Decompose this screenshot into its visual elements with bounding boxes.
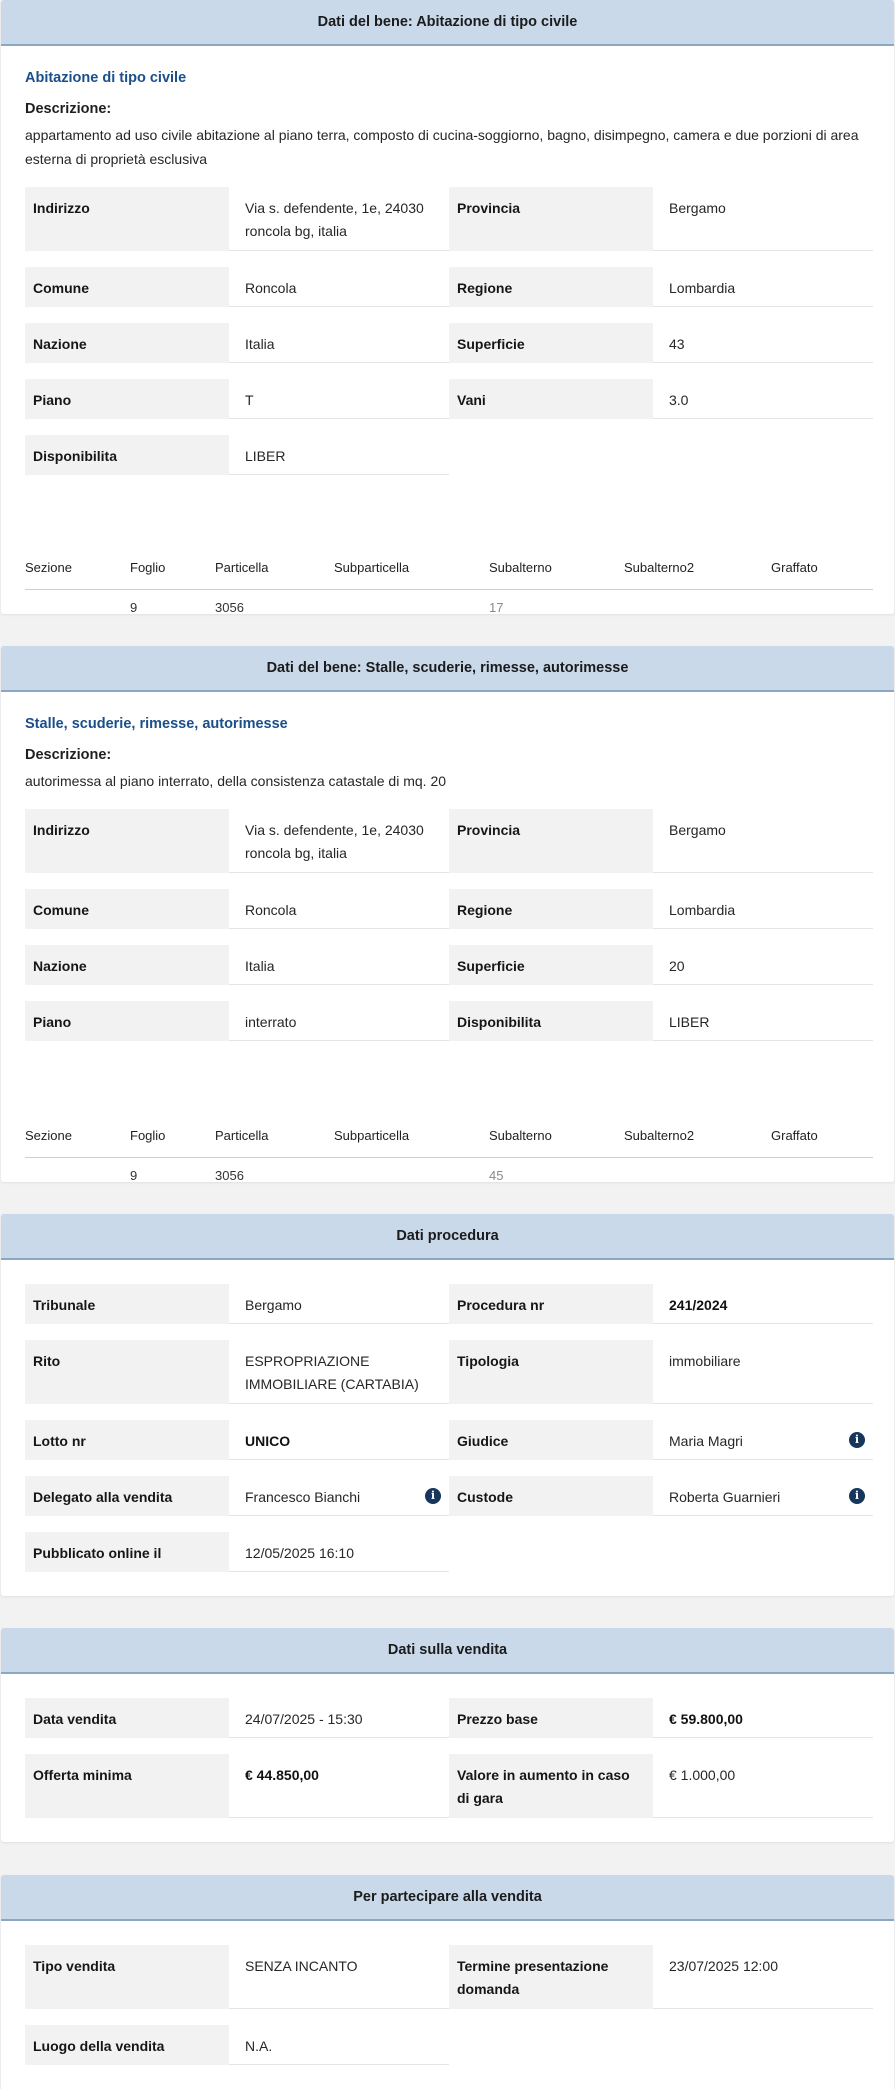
label-regione: Regione [449, 267, 653, 307]
col-subalterno2: Subalterno2 [624, 1128, 695, 1143]
bene-title: Abitazione di tipo civile [25, 70, 187, 86]
label-giudice: Giudice [449, 1420, 653, 1460]
label-comune: Comune [25, 267, 229, 307]
value-delegato [229, 1476, 449, 1516]
procedura-card [1, 1214, 894, 1596]
label-custode: Custode [449, 1476, 653, 1516]
bene-title: Stalle, scuderie, rimesse, autorimesse [25, 716, 288, 732]
label-tribunale: Tribunale [25, 1284, 229, 1324]
catasto-header [25, 1116, 873, 1158]
value-offerta-minima: € 44.850,00 [229, 1754, 449, 1818]
card-header [1, 1875, 894, 1921]
vendita-card [1, 1628, 894, 1842]
label-nazione: Nazione [25, 945, 229, 985]
label-vani: Vani [449, 379, 653, 419]
col-subparticella: Subparticella [334, 1128, 410, 1143]
label-regione: Regione [449, 889, 653, 929]
value-tribunale: Bergamo [229, 1284, 449, 1324]
bene-card-autorimessa [1, 646, 894, 1182]
label-indirizzo: Indirizzo [25, 187, 229, 251]
label-pubblicato: Pubblicato online il [25, 1532, 229, 1572]
termine-label-line2: domanda [457, 1981, 520, 1997]
value-nazione: Italia [229, 323, 449, 363]
aumento-label-line1: Valore in aumento in caso [457, 1767, 630, 1783]
info-icon[interactable]: i [849, 1432, 865, 1448]
termine-label-line1: Termine presentazione [457, 1958, 609, 1974]
value-disponibilita: LIBER [653, 1001, 873, 1041]
col-subparticella: Subparticella [334, 560, 410, 575]
value-vani: 3.0 [653, 379, 873, 419]
partecipare-card [1, 1875, 894, 2089]
value-nazione: Italia [229, 945, 449, 985]
col-graffato: Graffato [771, 1128, 818, 1143]
label-termine [449, 1945, 653, 2009]
value-comune: Roncola [229, 267, 449, 307]
label-provincia: Provincia [449, 187, 653, 251]
value-data-vendita: 24/07/2025 - 15:30 [229, 1698, 449, 1738]
value-termine: 23/07/2025 12:00 [653, 1945, 873, 2009]
cell-foglio: 9 [130, 600, 138, 614]
label-superficie: Superficie [449, 323, 653, 363]
card-header [1, 646, 894, 692]
card-header-title: Dati procedura [396, 1228, 499, 1244]
col-subalterno2: Subalterno2 [624, 560, 695, 575]
value-tipologia: immobiliare [653, 1340, 873, 1404]
rito-line1: ESPROPRIAZIONE [245, 1353, 370, 1369]
value-superficie: 20 [653, 945, 873, 985]
rito-line2: IMMOBILIARE (CARTABIA) [245, 1376, 419, 1392]
value-comune: Roncola [229, 889, 449, 929]
label-nazione: Nazione [25, 323, 229, 363]
cell-particella: 3056 [215, 1168, 244, 1182]
label-tipologia: Tipologia [449, 1340, 653, 1404]
label-tipo-vendita: Tipo vendita [25, 1945, 229, 2009]
cell-foglio: 9 [130, 1168, 138, 1182]
value-indirizzo [229, 809, 449, 873]
label-disponibilita: Disponibilita [25, 435, 229, 475]
giudice-name: Maria Magri [669, 1433, 743, 1449]
card-header [1, 1628, 894, 1674]
value-regione: Lombardia [653, 889, 873, 929]
value-luogo: N.A. [229, 2025, 449, 2065]
label-valore-aumento [449, 1754, 653, 1818]
value-tipo-vendita: SENZA INCANTO [229, 1945, 449, 2009]
value-procedura: 241/2024 [653, 1284, 873, 1324]
label-disponibilita: Disponibilita [449, 1001, 653, 1041]
value-lotto: UNICO [229, 1420, 449, 1460]
card-header-title: Dati del bene: Stalle, scuderie, rimesse, autorimesse [266, 660, 629, 676]
catasto-table [25, 548, 873, 614]
catasto-header [25, 548, 873, 590]
col-subalterno: Subalterno [489, 560, 552, 575]
indirizzo-line1: Via s. defendente, 1e, 24030 [245, 200, 424, 216]
label-rito: Rito [25, 1340, 229, 1404]
col-graffato: Graffato [771, 560, 818, 575]
label-indirizzo: Indirizzo [25, 809, 229, 873]
value-provincia: Bergamo [653, 187, 873, 251]
value-regione: Lombardia [653, 267, 873, 307]
label-piano: Piano [25, 1001, 229, 1041]
description-text: autorimessa al piano interrato, della consistenza catastale di mq. 20 [25, 773, 447, 789]
value-piano: interrato [229, 1001, 449, 1041]
col-sezione: Sezione [25, 1128, 72, 1143]
custode-name: Roberta Guarnieri [669, 1489, 781, 1505]
aumento-label-line2: di gara [457, 1790, 503, 1806]
value-piano: T [229, 379, 449, 419]
card-header [1, 0, 894, 46]
catasto-table [25, 1116, 873, 1182]
card-header-title: Dati sulla vendita [387, 1642, 508, 1658]
label-piano: Piano [25, 379, 229, 419]
value-custode [653, 1476, 873, 1516]
label-superficie: Superficie [449, 945, 653, 985]
col-foglio: Foglio [130, 1128, 166, 1143]
table-row [25, 1158, 873, 1182]
description-text: appartamento ad uso civile abitazione al piano terra, composto di cucina-soggiorno, bagno, disimpegno, camera e due porzioni di area esterna di proprietà esclusiva [25, 127, 859, 167]
label-delegato: Delegato alla vendita [25, 1476, 229, 1516]
col-subalterno: Subalterno [489, 1128, 552, 1143]
label-lotto: Lotto nr [25, 1420, 229, 1460]
cell-particella: 3056 [215, 600, 244, 614]
card-header-title: Per partecipare alla vendita [353, 1889, 542, 1905]
label-prezzo-base: Prezzo base [449, 1698, 653, 1738]
info-icon[interactable]: i [425, 1488, 441, 1504]
value-valore-aumento: € 1.000,00 [653, 1754, 873, 1818]
value-provincia: Bergamo [653, 809, 873, 873]
table-row [25, 590, 873, 614]
value-superficie: 43 [653, 323, 873, 363]
card-header [1, 1214, 894, 1260]
indirizzo-line2: roncola bg, italia [245, 223, 347, 239]
col-particella: Particella [215, 560, 269, 575]
value-giudice [653, 1420, 873, 1460]
cell-subalterno: 45 [489, 1168, 504, 1182]
label-comune: Comune [25, 889, 229, 929]
label-offerta-minima: Offerta minima [25, 1754, 229, 1818]
label-provincia: Provincia [449, 809, 653, 873]
label-luogo: Luogo della vendita [25, 2025, 229, 2065]
value-indirizzo [229, 187, 449, 251]
col-particella: Particella [215, 1128, 269, 1143]
value-rito [229, 1340, 449, 1404]
card-header-title: Dati del bene: Abitazione di tipo civile [317, 14, 578, 30]
label-data-vendita: Data vendita [25, 1698, 229, 1738]
description-label: Descrizione: [25, 101, 112, 117]
label-procedura: Procedura nr [449, 1284, 653, 1324]
value-pubblicato: 12/05/2025 16:10 [229, 1532, 449, 1572]
delegato-name: Francesco Bianchi [245, 1489, 361, 1505]
col-sezione: Sezione [25, 560, 72, 575]
description-label: Descrizione: [25, 747, 112, 763]
indirizzo-line1: Via s. defendente, 1e, 24030 [245, 822, 424, 838]
value-prezzo-base: € 59.800,00 [653, 1698, 873, 1738]
col-foglio: Foglio [130, 560, 166, 575]
info-icon[interactable]: i [849, 1488, 865, 1504]
value-disponibilita: LIBER [229, 435, 449, 475]
indirizzo-line2: roncola bg, italia [245, 845, 347, 861]
bene-card-abitazione [1, 0, 894, 614]
cell-subalterno: 17 [489, 600, 504, 614]
